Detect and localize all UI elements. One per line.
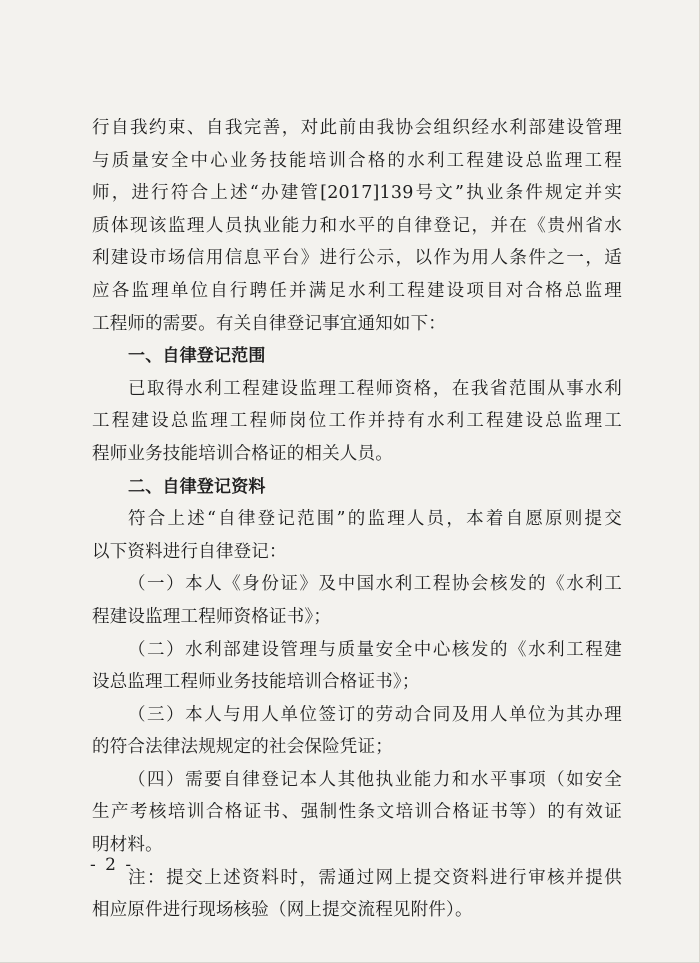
list-item-3-cont: 的符合法律法规规定的社会保险凭证；: [92, 737, 393, 758]
list-item-3: （三）本人与用人单位签订的劳动合同及用人单位为其办理: [128, 704, 622, 725]
note-line: 相应原件进行现场核验（网上提交流程见附件）。: [92, 900, 473, 921]
section-heading-materials: 二、自律登记资料: [128, 476, 266, 497]
paragraph-line: 已取得水利工程建设监理工程师资格，在我省范围从事水利: [128, 378, 622, 399]
paragraph-line: 工程建设总监理工程师岗位工作并持有水利工程建设总监理工: [92, 411, 622, 432]
paragraph-line: 行自我约束、自我完善，对此前由我协会组织经水利部建设管理: [92, 118, 622, 138]
paragraph-line: 与质量安全中心业务技能培训合格的水利工程建设总监理工程: [92, 150, 622, 171]
paragraph-line: 符合上述“自律登记范围”的监理人员，本着自愿原则提交: [128, 509, 622, 530]
paragraph-line: 师，进行符合上述“办建管[2017]139号文”执业条件规定并实: [92, 183, 622, 204]
paragraph-line: 以下资料进行自律登记：: [92, 541, 287, 562]
list-item-4-cont: 明材料。: [92, 835, 163, 856]
paragraph-line: 工程师的需要。有关自律登记事宜通知如下：: [92, 313, 446, 334]
list-item-1: （一）本人《身份证》及中国水利工程协会核发的《水利工: [128, 574, 622, 595]
list-item-2: （二）水利部建设管理与质量安全中心核发的《水利工程建: [128, 639, 622, 660]
list-item-4: （四）需要自律登记本人其他执业能力和水平事项（如安全: [128, 769, 622, 790]
paragraph-line: 质体现该监理人员执业能力和水平的自律登记，并在《贵州省水: [92, 215, 622, 236]
paragraph-line: 程师业务技能培训合格证的相关人员。: [92, 443, 393, 464]
paragraph-line: 利建设市场信用信息平台》进行公示，以作为用人条件之一，适: [92, 248, 622, 269]
page-number: - 2 -: [90, 855, 134, 875]
paragraph-line: 应各监理单位自行聘任并满足水利工程建设项目对合格总监理: [92, 280, 622, 301]
list-item-2-cont: 设总监理工程师业务技能培训合格证书》；: [92, 672, 420, 693]
note-line: 注：提交上述资料时，需通过网上提交资料进行审核并提供: [128, 867, 622, 888]
list-item-1-cont: 程建设监理工程师资格证书》；: [92, 606, 332, 627]
document-body: [92, 112, 622, 927]
section-heading-scope: 一、自律登记范围: [128, 346, 266, 367]
list-item-4-cont: 生产考核培训合格证书、强制性条文培训合格证书等）的有效证: [92, 802, 622, 823]
